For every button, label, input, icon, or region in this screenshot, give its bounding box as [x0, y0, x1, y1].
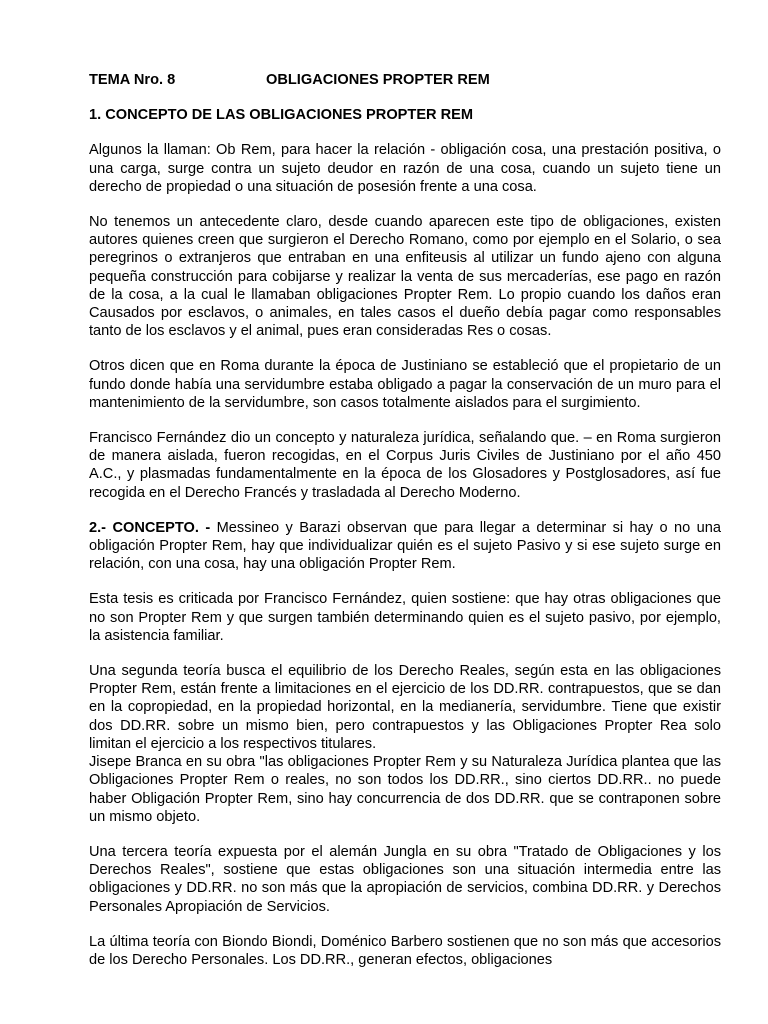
concepto-lead: 2.- CONCEPTO. - [89, 519, 211, 536]
concepto-text: Messineo y Barazi observan que para llegar a determinar si hay o no una obligación Propter Rem, hay que individualizar quién es el sujeto Pasivo y si ese sujeto surge en relación, con una cosa, hay una obligación Propter Rem. [89, 519, 722, 573]
paragraph-third-theory: Una tercera teoría expuesta por el alemán Jungla en su obra "Tratado de Obligaciones y los Derechos Reales", sostiene que estas obligaciones son una situación intermedia entre las obligaciones y DD.RR. no son más que la apropiación de servicios, combina DD.RR. y Derechos Personales Apropiación de Servicios. [89, 843, 721, 915]
document-header [89, 71, 721, 89]
topic-title: OBLIGACIONES PROPTER REM [266, 72, 490, 88]
paragraph-roman-origin: No tenemos un antecedente claro, desde cuando aparecen este tipo de obligaciones, existen autores quienes creen que surgieron el Derecho Romano, como por ejemplo en el Solario, o sea peregrinos o extranjeros que entraban en una enfiteusis al utilizar un fundo ajeno con alguna pequeña construcción para cobijarse y realizar la venta de sus mercaderías, ese pago en razón de la cosa, a la cual le llamaban obligaciones Propter Rem. Lo propio cuando los daños eran Causados por esclavos, o animales, en tales casos el dueño debía pagar como responsables tanto de los esclavos y el animal, pues eran consideradas Res o cosas. [89, 214, 721, 340]
paragraph-second-theory: Una segunda teoría busca el equilibrio de los Derecho Reales, según esta en las obligaciones Propter Rem, están frente a limitaciones en el ejercicio de los DD.RR. contrapuestos, que se dan en la copropiedad, en la propiedad horizontal, en la medianería, servidumbre. Tiene que existir dos DD.RR. sobre un mismo bien, pero contrapuestos y las Obligaciones Propter Rea solo limitan el ejercicio a los respectivos titulares. [89, 663, 721, 752]
paragraph-justinian: Otros dicen que en Roma durante la época de Justiniano se estableció que el propietario de un fundo donde había una servidumbre estaba obligado a pagar la conservación de un muro para el mantenimiento de la servidumbre, son casos totalmente aislados para el surgimiento. [89, 358, 721, 411]
paragraph-concepto [89, 519, 721, 574]
paragraph-definition: Algunos la llaman: Ob Rem, para hacer la relación - obligación cosa, una prestación positiva, o una carga, surge contra un sujeto deudor en razón de una cosa, cuando un sujeto tiene un derecho de propiedad o una situación de posesión frente a una cosa. [89, 142, 721, 195]
section-heading: 1. CONCEPTO DE LAS OBLIGACIONES PROPTER REM [89, 107, 474, 124]
paragraph-branca: Jisepe Branca en su obra "las obligaciones Propter Rem y su Naturaleza Jurídica plantea que las Obligaciones Propter Rem o reales, no son todos los DD.RR., sino ciertos DD.RR.. no puede haber Obligación Propter Rem, sino hay concurrencia de dos DD.RR. que se contraponen sobre un mismo objeto. [89, 754, 721, 825]
paragraph-fernandez: Francisco Fernández dio un concepto y naturaleza jurídica, señalando que. – en Roma surgieron de manera aislada, fueron recogidas, en el Corpus Juris Civiles de Justiniano por el año 450 A.C., y plasmadas fundamentalmente en la época de los Glosadores y Postglosadores, así fue recogida en el Derecho Francés y trasladada al Derecho Moderno. [89, 430, 721, 501]
document-page [89, 71, 721, 969]
paragraph-last-theory: La última teoría con Biondo Biondi, Doménico Barbero sostienen que no son más que accesorios de los Derecho Personales. Los DD.RR., generan efectos, obligaciones [89, 933, 721, 968]
paragraph-critique: Esta tesis es criticada por Francisco Fernández, quien sostiene: que hay otras obligaciones que no son Propter Rem y que surgen también determinando quien es el sujeto pasivo, por ejemplo, la asistencia familiar. [89, 591, 721, 644]
topic-number: TEMA Nro. 8 [89, 72, 176, 88]
